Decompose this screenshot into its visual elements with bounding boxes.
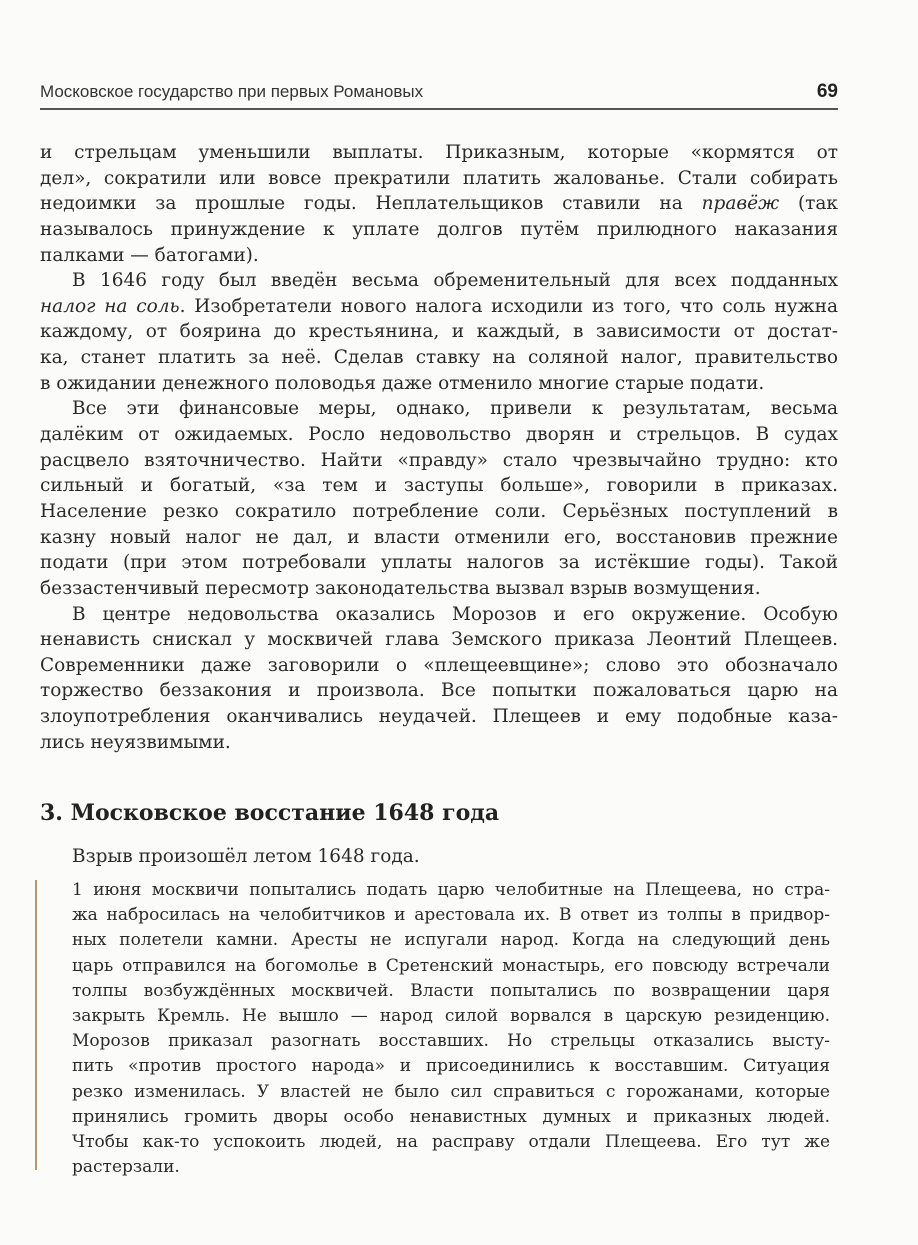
box-text-line: Морозов приказал разогнать восставших. Но стрельцы отказались высту-: [72, 1031, 830, 1052]
text-segment: каждому, от боярина до крестьянина, и каждый, в зависимости от достат-: [40, 321, 838, 343]
box-text-line: толпы возбуждённых москвичей. Власти попытались по возвращении царя: [72, 980, 830, 1001]
text-line: [40, 294, 838, 320]
box-text-line: жа набросилась на челобитчиков и арестовала их. В ответ из толпы в придвор-: [72, 905, 830, 926]
box-text-line: Чтобы как-то успокоить людей, на расправу отдали Плещеева. Его тут же: [72, 1131, 830, 1152]
text-segment: называлось принуждение к уплате долгов путём прилюдного наказания: [40, 218, 838, 240]
text-line: [40, 345, 838, 371]
box-text-line: ных полетели камни. Аресты не испугали народ. Когда на следующий день: [72, 930, 830, 951]
text-line: [40, 653, 838, 679]
text-line: [40, 525, 838, 551]
text-line: [40, 371, 838, 397]
text-segment: палками — батогами).: [40, 244, 259, 266]
text-line: [40, 140, 838, 166]
text-segment: беззастенчивый пересмотр законодательства вызвал взрыв возмущения.: [40, 577, 761, 599]
text-segment: расцвело взяточничество. Найти «правду» стало чрезвычайно трудно: кто: [40, 449, 838, 471]
text-segment: лись неуязвимыми.: [40, 731, 231, 753]
box-text-line: резко изменилась. У властей не было сил справиться с горожанами, которые: [72, 1081, 830, 1102]
text-line: [40, 704, 838, 730]
text-line: [40, 243, 838, 269]
text-segment: в ожидании денежного половодья даже отменило многие старые подати.: [40, 372, 765, 394]
text-segment: дел», сократили или вовсе прекратили платить жалованье. Стали собирать: [40, 167, 838, 189]
page-number: 69: [816, 81, 838, 102]
text-line: [40, 730, 838, 756]
text-segment: В центре недовольства оказались Морозов и его окружение. Особую: [72, 603, 838, 625]
text-line: [40, 422, 838, 448]
text-line: [40, 448, 838, 474]
text-line: [40, 166, 838, 192]
highlighted-text-block: [72, 878, 830, 1180]
text-segment: Население резко сократило потребление соли. Серьёзных поступлений в: [40, 500, 838, 522]
text-line: [40, 627, 838, 653]
text-line: [40, 499, 838, 525]
text-line: [40, 550, 838, 576]
text-segment: . Изобретатели нового налога исходили из того, что соль нужна: [179, 295, 838, 317]
text-segment: Все эти финансовые меры, однако, привели к результатам, весьма: [72, 398, 838, 420]
sidebar-rule: [35, 880, 37, 1170]
text-segment: и стрельцам уменьшили выплаты. Приказным, которые «кормятся от: [40, 142, 838, 163]
paragraph: [40, 140, 838, 268]
text-segment: Современники даже заговорили о «плещеевщине»; слово это обозначало: [40, 654, 838, 676]
text-line: [40, 268, 838, 294]
italic-term: налог на соль: [40, 295, 180, 317]
section-heading: 3. Московское восстание 1648 года: [40, 800, 500, 826]
text-segment: (так: [779, 193, 838, 215]
main-text: [40, 140, 838, 755]
text-segment: торжество беззакония и произвола. Все попытки пожаловаться царю на: [40, 680, 838, 702]
text-line: [40, 217, 838, 243]
paragraph: [40, 602, 838, 756]
italic-term: правёж: [701, 193, 780, 215]
box-text-line: царь отправился на богомолье в Сретенский монастырь, его повсюду встречали: [72, 955, 830, 976]
text-segment: далёким от ожидаемых. Росло недовольство дворян и стрельцов. В судах: [40, 424, 838, 446]
text-line: [40, 576, 838, 602]
running-header-title: Московское государство при первых Романовых: [40, 82, 424, 101]
text-segment: В 1646 году был введён весьма обременительный для всех подданных: [72, 270, 838, 292]
paragraph: [40, 268, 838, 396]
text-line: [40, 191, 838, 217]
box-text-line: пить «против простого народа» и присоединились к восставшим. Ситуация: [72, 1056, 830, 1077]
text-line: [40, 396, 838, 422]
text-line: [40, 602, 838, 628]
text-line: [40, 319, 838, 345]
text-line: [40, 473, 838, 499]
text-segment: казну новый налог не дал, и власти отменили его, восстановив прежние: [40, 526, 838, 548]
text-line: [40, 678, 838, 704]
box-text-line: растерзали.: [72, 1157, 180, 1178]
running-header: [40, 82, 838, 110]
text-segment: подати (при этом потребовали уплаты налогов за истёкшие годы). Такой: [40, 552, 838, 574]
paragraph: [40, 396, 838, 601]
box-text-line: закрыть Кремль. Не вышло — народ силой ворвался в царскую резиденцию.: [72, 1005, 830, 1026]
text-segment: сильный и богатый, «за тем и заступы больше», говорили в приказах.: [40, 475, 838, 497]
text-segment: недоимки за прошлые годы. Неплательщиков ставили на: [40, 193, 702, 215]
text-segment: ненависть снискал у москвичей глава Земского приказа Леонтий Плещеев.: [40, 629, 838, 651]
section-lead: Взрыв произошёл летом 1648 года.: [72, 846, 420, 867]
text-segment: злоупотребления оканчивались неудачей. Плещеев и ему подобные каза-: [40, 706, 838, 728]
text-segment: ка, станет платить за неё. Сделав ставку на соляной налог, правительство: [40, 347, 838, 369]
box-text-line: принялись громить дворы особо ненавистных думных и приказных людей.: [72, 1106, 830, 1127]
box-text-line: 1 июня москвичи попытались подать царю челобитные на Плещеева, но стра-: [72, 880, 830, 900]
